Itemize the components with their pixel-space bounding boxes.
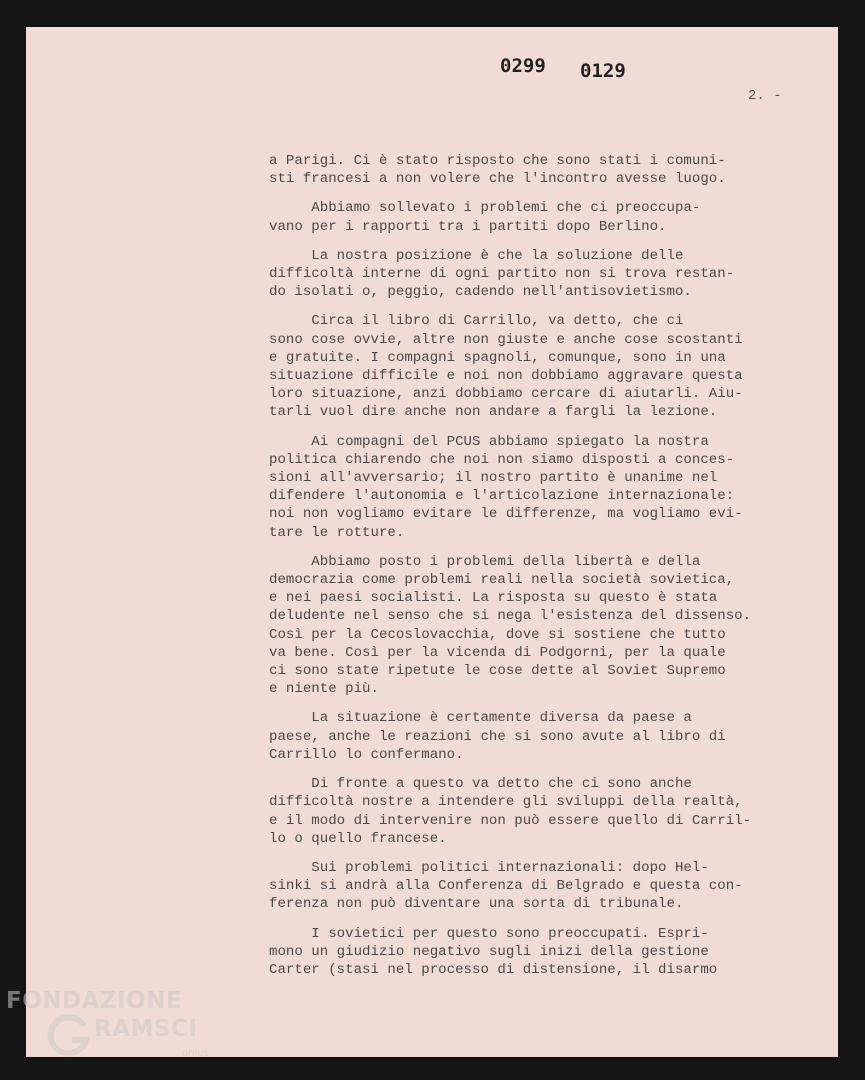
text-line: Carter (stasi nel processo di distensione, il disarmo	[269, 961, 718, 978]
text-line: loro situazione, anzi dobbiamo cercare di aiutarli. Aiu-	[269, 386, 743, 403]
text-line: tare le rotture.	[269, 524, 405, 541]
text-line: tarli vuol dire anche non andare a fargli la lezione.	[269, 404, 718, 421]
text-line: difendere l'autonomia e l'articolazione internazionale:	[269, 488, 735, 505]
watermark-g-logo-icon	[44, 1010, 92, 1058]
archive-number-left: 0299	[500, 55, 546, 77]
text-line: paese, anche le reazioni che si sono avute al libro di	[269, 728, 726, 745]
text-line: e niente più.	[269, 681, 379, 698]
text-line: Abbiamo posto i problemi della libertà e della	[269, 553, 701, 570]
text-line: Così per la Cecoslovacchia, dove si sostiene che tutto	[269, 626, 726, 643]
text-line: deludente nel senso che si nega l'esistenza del dissenso.	[269, 608, 752, 625]
text-line: situazione difficile e noi non dobbiamo aggravare questa	[269, 368, 743, 385]
paragraph	[269, 859, 829, 914]
paragraph	[269, 709, 829, 764]
text-line: Ai compagni del PCUS abbiamo spiegato la nostra	[269, 433, 709, 450]
text-line: politica chiarendo che noi non siamo disposti a conces-	[269, 451, 735, 468]
paragraph	[269, 199, 829, 235]
text-line: Di fronte a questo va detto che ci sono anche	[269, 776, 692, 793]
watermark-line-2: RAMSCI	[94, 1016, 198, 1042]
text-line: Carrillo lo confermano.	[269, 746, 464, 763]
page-number: 2. -	[748, 88, 782, 104]
document-body	[269, 152, 829, 990]
paragraph	[269, 433, 829, 542]
text-line: Sui problemi politici internazionali: dopo Hel-	[269, 859, 709, 876]
text-line: La situazione è certamente diversa da paese a	[269, 710, 692, 727]
paragraph	[269, 925, 829, 980]
paragraph	[269, 553, 829, 699]
text-line: e nei paesi socialisti. La risposta su questo è stata	[269, 590, 718, 607]
text-line: sioni all'avversario; il nostro partito è unanime nel	[269, 470, 718, 487]
text-line: La nostra posizione è che la soluzione delle	[269, 247, 684, 264]
text-line: ferenza non può diventare una sorta di tribunale.	[269, 896, 684, 913]
text-line: democrazia come problemi reali nella società sovietica,	[269, 572, 735, 589]
text-line: mono un giudizio negativo sugli inizi della gestione	[269, 943, 709, 960]
text-line: va bene. Così per la vicenda di Podgorni, per la quale	[269, 644, 726, 661]
text-line: difficoltà interne di ogni partito non si trova restan-	[269, 266, 735, 283]
text-line: Circa il libro di Carrillo, va detto, che ci	[269, 313, 684, 330]
text-line: difficoltà nostre a intendere gli sviluppi della realtà,	[269, 794, 743, 811]
text-line: sono cose ovvie, altre non giuste e anche cose scostanti	[269, 331, 743, 348]
text-line: sinki si andrà alla Conferenza di Belgrado e questa con-	[269, 878, 743, 895]
paragraph	[269, 312, 829, 421]
text-line: do isolati o, peggio, cadendo nell'antisovietismo.	[269, 284, 692, 301]
text-line: vano per i rapporti tra i partiti dopo Berlino.	[269, 218, 667, 235]
foundation-watermark	[6, 988, 216, 1078]
watermark-suffix: onlus	[182, 1048, 209, 1059]
paragraph	[269, 247, 829, 302]
paragraph	[269, 775, 829, 848]
text-line: sti francesi a non volere che l'incontro avesse luogo.	[269, 171, 726, 188]
text-line: a Parigi. Ci è stato risposto che sono stati i comuni-	[269, 153, 726, 169]
archive-number-right: 0129	[580, 60, 626, 82]
text-line: I sovietici per questo sono preoccupati. Espri-	[269, 925, 709, 942]
text-line: ci sono state ripetute le cose dette al Soviet Supremo	[269, 663, 726, 680]
text-line: lo o quello francese.	[269, 830, 447, 847]
text-line: e il modo di intervenire non può essere quello di Carril-	[269, 812, 752, 829]
paragraph	[269, 152, 829, 188]
text-line: Abbiamo sollevato i problemi che ci preoccupa-	[269, 200, 701, 217]
text-line: noi non vogliamo evitare le differenze, ma vogliamo evi-	[269, 506, 743, 523]
text-line: e gratuite. I compagni spagnoli, comunque, sono in una	[269, 349, 726, 366]
watermark-line-1: FONDAZIONE	[6, 988, 183, 1014]
